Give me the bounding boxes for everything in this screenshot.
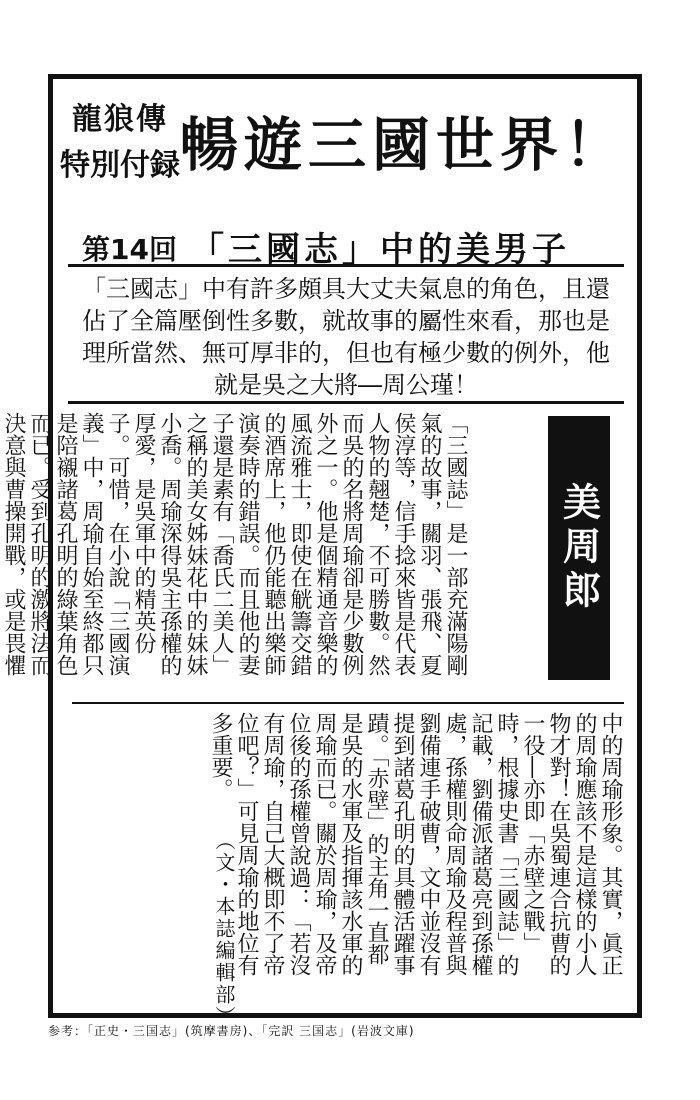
main-title: 暢遊三國世界！: [180, 111, 629, 179]
credit: （文・本誌編輯部）: [212, 830, 236, 1028]
episode-number: 第14回: [82, 233, 177, 266]
references: 参考：「正史・三国志」(筑摩書房)、「完訳 三国志」(岩波文庫): [48, 1024, 415, 1038]
section-label-text: 美周郎: [556, 482, 601, 614]
lead-paragraph: 「三國志」中有許多頗具大丈夫氣息的角色，且還佔了全篇壓倒性多數，就故事的屬性來看，那也是理所當然、無可厚非的，但也有極少數的例外，他就是吳之大將―周公瑾！: [68, 264, 624, 404]
series-subtitle: 特別付録: [60, 148, 180, 183]
divider: [72, 702, 624, 704]
body-text-bottom: 中的周瑜形象。其實，眞正的周瑜應該不是這樣的小人物才對！在吳蜀連合抗曹的一役―亦即「赤壁之戰」時，根據史書「三國誌」的記載，劉備派諸葛亮到孫權處，孫權則命周瑜及程普與劉備連手破曹，文中並沒有提到諸葛孔明的具體活躍事蹟。「赤壁」的主角一直都是吳的水軍及指揮該水軍的周瑜而已。關於周瑜，及帝位後的孫權曾說過：「若沒有周瑜，自己大概即不了帝位吧？」可見周瑜的地位有多重要。: [208, 712, 623, 976]
series-name: 龍狼傳: [72, 102, 168, 137]
body-text-top: 「三國誌」是一部充滿陽剛氣的故事，關羽、張飛、夏侯淳等，信手捻來皆是代表人物的翹楚，不可勝數。然而吳的名將周瑜卻是少數例外之一。他是個精通音樂的風流雅士，即使在觥籌交錯的酒席上，他仍能聽出樂師演奏時的錯誤。而且他的妻子還是素有「喬氏二美人」之稱的美女姊妹花中的妹妹小喬。周瑜深得吳主孫權的厚愛，是吳軍中的精英份子。可惜，在小說「三國演義」中，周瑜自始至終都只是陪襯諸葛孔明的綠葉角色而已。受到孔明的激將法而決意與曹操開戰，或是畏懼: [1, 412, 468, 676]
section-label: [548, 416, 610, 680]
episode-title: 「三國志」中的美男子: [190, 230, 570, 270]
series-label: [60, 100, 180, 188]
